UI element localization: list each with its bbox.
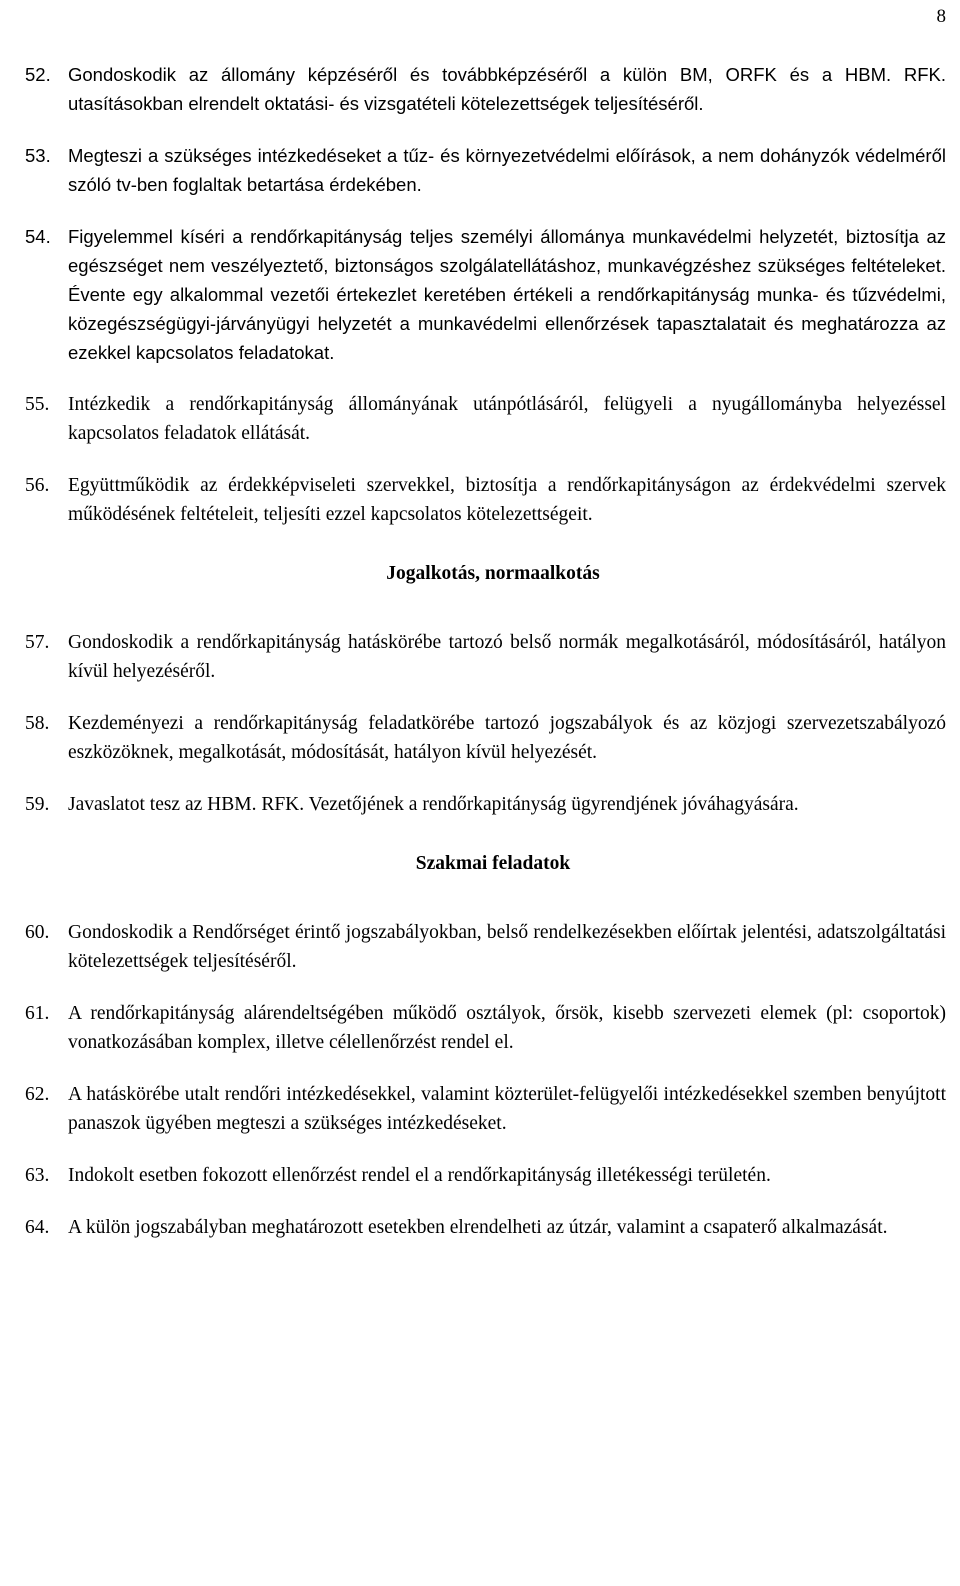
list-item	[25, 390, 946, 448]
item-number: 64.	[25, 1217, 50, 1238]
numbered-list	[25, 918, 946, 1242]
item-number: 61.	[25, 1003, 50, 1024]
list-item	[25, 471, 946, 529]
list-item	[25, 1080, 946, 1138]
list-item	[25, 999, 946, 1057]
numbered-list	[25, 628, 946, 819]
item-text: Megteszi a szükséges intézkedéseket a tűz- és környezetvédelmi előírások, a nem dohányzók védelméről szóló tv-ben foglaltak betartása érdekében.	[68, 145, 946, 195]
list-item	[25, 918, 946, 976]
item-number: 60.	[25, 922, 50, 943]
item-text: Figyelemmel kíséri a rendőrkapitányság teljes személyi állománya munkavédelmi helyzetét, biztosítja az egészséget nem veszélyeztető, biztonságos szolgálatellátáshoz, munkavégzéshez szükséges feltételeket. Évente egy alkalommal vezetői értekezlet keretében értékeli a rendőrkapitányság munka- és tűzvédelmi, közegészségügyi-járványügyi helyzetét a munkavédelmi ellenőrzések tapasztalatait és meghatározza az ezekkel kapcsolatos feladatokat.	[68, 226, 946, 363]
item-text: Kezdeményezi a rendőrkapitányság feladatkörébe tartozó jogszabályok és az közjogi szervezetszabályozó eszközöknek, megalkotását, módosítását, hatályon kívül helyezését.	[68, 713, 946, 763]
item-text: Gondoskodik a rendőrkapitányság hatáskörébe tartozó belső normák megalkotásáról, módosításáról, hatályon kívül helyezéséről.	[68, 632, 946, 682]
item-text: Indokolt esetben fokozott ellenőrzést rendel el a rendőrkapitányság illetékességi területén.	[68, 1165, 771, 1186]
item-text: A rendőrkapitányság alárendeltségében működő osztályok, őrsök, kisebb szervezeti elemek (pl: csoportok) vonatkozásában komplex, illetve célellenőrzést rendel el.	[68, 1003, 946, 1053]
item-number: 56.	[25, 475, 50, 496]
list-item	[25, 709, 946, 767]
item-text: Javaslatot tesz az HBM. RFK. Vezetőjének a rendőrkapitányság ügyrendjének jóváhagyására.	[68, 794, 799, 815]
list-item	[25, 222, 946, 367]
section-heading: Szakmai feladatok	[415, 853, 571, 874]
item-number: 55.	[25, 394, 50, 415]
list-item	[25, 628, 946, 686]
list-item	[25, 141, 946, 199]
item-text: A külön jogszabályban meghatározott esetekben elrendelheti az útzár, valamint a csapaterő alkalmazását.	[68, 1217, 888, 1238]
numbered-list	[25, 60, 946, 529]
item-number: 57.	[25, 632, 50, 653]
item-number: 52.	[25, 64, 51, 85]
list-item	[25, 1213, 946, 1242]
item-number: 63.	[25, 1165, 50, 1186]
item-text: Intézkedik a rendőrkapitányság állományának utánpótlásáról, felügyeli a nyugállományba helyezéssel kapcsolatos feladatok ellátását.	[68, 394, 946, 444]
list-item	[25, 790, 946, 819]
item-number: 54.	[25, 226, 51, 247]
document-body	[25, 60, 946, 1265]
item-text: Gondoskodik az állomány képzéséről és továbbképzéséről a külön BM, ORFK és a HBM. RFK. utasításokban elrendelt oktatási- és vizsgatételi kötelezettségek teljesítéséről.	[68, 64, 946, 114]
item-text: Gondoskodik a Rendőrséget érintő jogszabályokban, belső rendelkezésekben előírtak jelentési, adatszolgáltatási kötelezettségek teljesítéséről.	[68, 922, 946, 972]
item-text: A hatáskörébe utalt rendőri intézkedésekkel, valamint közterület-felügyelői intézkedésekkel szemben benyújtott panaszok ügyében megteszi a szükséges intézkedéseket.	[68, 1084, 946, 1134]
list-item	[25, 1161, 946, 1190]
section-heading: Jogalkotás, normaalkotás	[386, 563, 600, 584]
item-number: 62.	[25, 1084, 50, 1105]
item-number: 59.	[25, 794, 50, 815]
item-number: 58.	[25, 713, 50, 734]
item-number: 53.	[25, 145, 51, 166]
page-number: 8	[936, 6, 946, 27]
item-text: Együttműködik az érdekképviseleti szervekkel, biztosítja a rendőrkapitányságon az érdekvédelmi szervek működésének feltételeit, teljesíti ezzel kapcsolatos kötelezettségeit.	[68, 475, 946, 525]
list-item	[25, 60, 946, 118]
